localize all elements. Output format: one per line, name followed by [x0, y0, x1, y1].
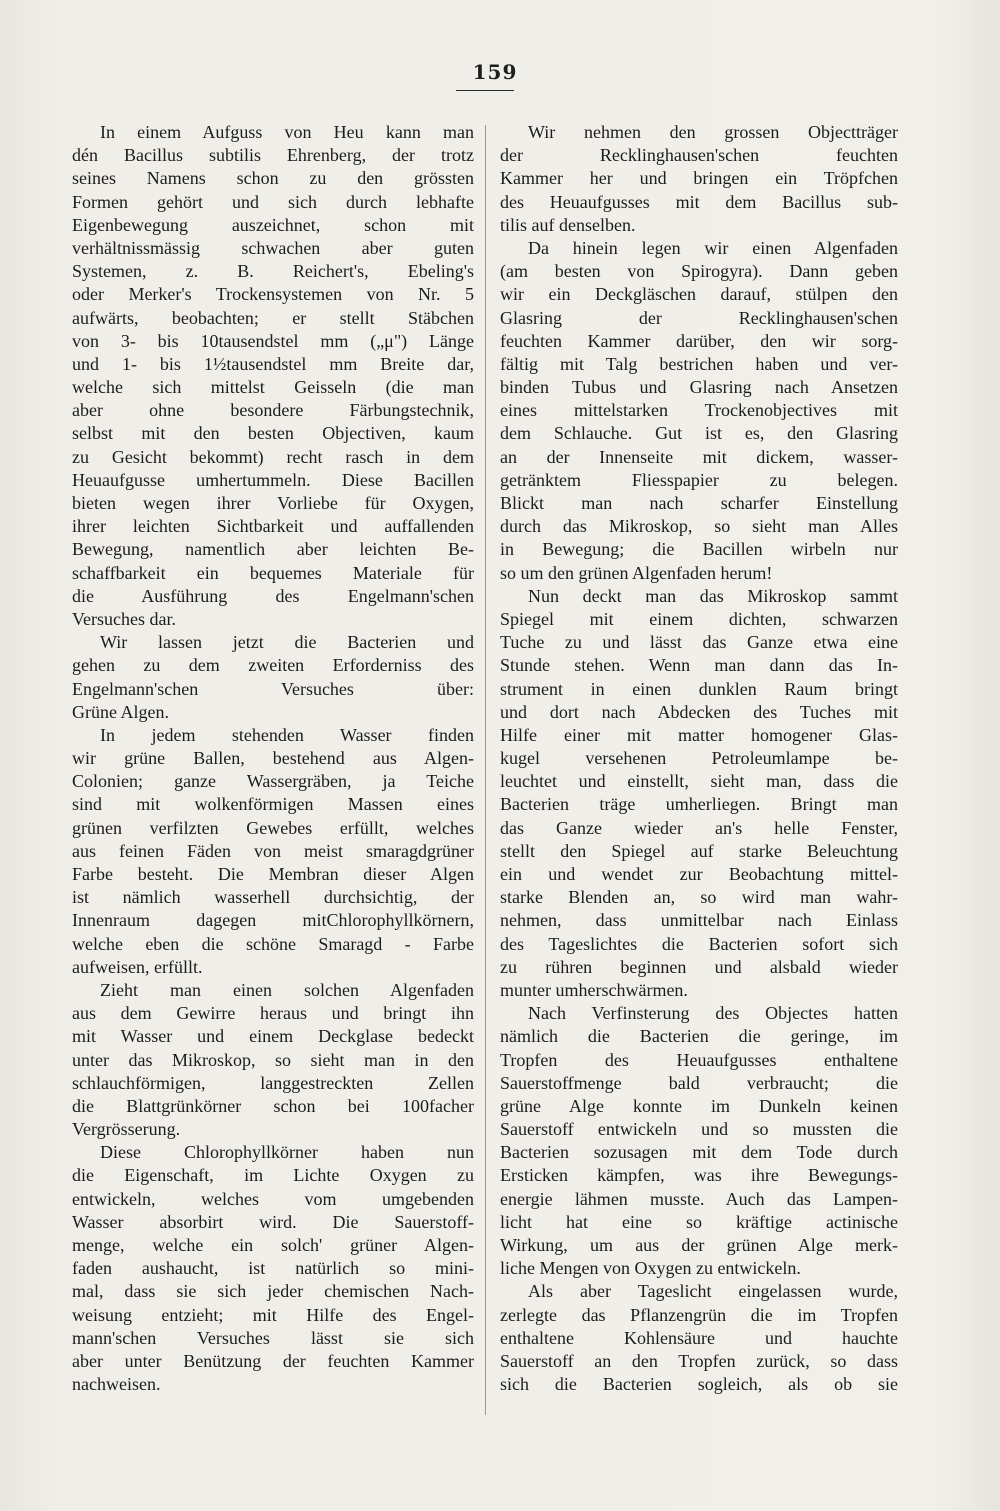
text-line: Kammer her und bringen ein Tröpfchen — [500, 168, 898, 189]
text-line: eines mittelstarken Trockenobjectives mit — [500, 400, 898, 421]
text-line: an der Innenseite mit dickem, wasser- — [500, 446, 898, 467]
text-line: grüne Alge konnte im Dunkeln keinen — [500, 1095, 898, 1116]
column-divider — [485, 125, 486, 1415]
text-line: unter das Mikroskop, so sieht man in den — [72, 1049, 474, 1070]
text-line: die Ausführung des Engelmann'schen — [72, 585, 474, 606]
text-line: tilis auf denselben. — [500, 214, 636, 235]
text-line: enthaltene Kohlensäure und hauchte — [500, 1327, 898, 1348]
text-line: aber unter Benützung der feuchten Kammer — [72, 1350, 474, 1371]
text-line: Wasser absorbirt wird. Die Sauerstoff- — [72, 1211, 474, 1232]
page-number: 159 — [472, 60, 518, 84]
text-line: zu rühren beginnen und alsbald wieder — [500, 956, 898, 977]
text-line: munter umherschwärmen. — [500, 979, 688, 1000]
text-line: ist nämlich wasserhell durchsichtig, der — [72, 887, 474, 908]
text-line: Hilfe einer mit matter homogener Glas- — [500, 724, 898, 745]
text-line: des Heuaufgusses mit dem Bacillus sub- — [500, 191, 898, 212]
text-line: Ersticken kämpfen, was ihre Bewegungs- — [500, 1165, 898, 1186]
text-line: Tropfen des Heuaufgusses enthaltene — [500, 1049, 898, 1070]
text-line: dén Bacillus subtilis Ehrenberg, der trotz — [72, 145, 474, 166]
text-line: Wir lassen jetzt die Bacterien und — [100, 632, 474, 653]
text-line: aber ohne besondere Färbungstechnik, — [72, 400, 474, 421]
text-line: Grüne Algen. — [72, 701, 169, 722]
text-line: dem Schlauche. Gut ist es, den Glasring — [500, 423, 898, 444]
text-line: verhältnissmässig schwachen aber guten — [72, 237, 474, 258]
left-text-column — [72, 121, 474, 1396]
text-line: Systemen, z. B. Reichert's, Ebeling's — [72, 261, 474, 282]
text-line: Wir nehmen den grossen Objectträger — [528, 122, 898, 142]
text-line: aus feinen Fäden von meist smaragdgrüner — [72, 840, 474, 861]
text-line: nehmen, dass unmittelbar nach Einlass — [500, 910, 898, 931]
text-line: aus dem Gewirre heraus und bringt ihn — [72, 1003, 474, 1024]
text-line: Als aber Tageslicht eingelassen wurde, — [528, 1281, 898, 1302]
text-line: der Recklinghausen'schen feuchten — [500, 145, 898, 166]
text-line: in Bewegung; die Bacillen wirbeln nur — [500, 539, 898, 560]
text-line: von 3- bis 10tausendstel mm („μ") Länge — [72, 330, 474, 351]
text-line: Blickt man nach scharfer Einstellung — [500, 493, 898, 513]
text-line: Bacterien träge umherliegen. Bringt man — [500, 794, 898, 815]
text-line: sind mit wolkenförmigen Massen eines — [72, 794, 474, 815]
text-line: nämlich die Bacterien die geringe, im — [500, 1026, 898, 1047]
text-line: und 1- bis 1½tausendstel mm Breite dar, — [72, 353, 474, 374]
text-line: fältig mit Talg bestrichen haben und ver- — [500, 353, 898, 374]
text-line: bieten wegen ihrer Vorliebe für Oxygen, — [72, 493, 474, 513]
text-line: faden aushaucht, ist natürlich so mini- — [72, 1258, 474, 1279]
text-line: zerlegte das Pflanzengrün die im Tropfen — [500, 1304, 898, 1325]
text-line: Diese Chlorophyllkörner haben nun — [100, 1142, 474, 1163]
text-line: schaffbarkeit ein bequemes Materiale für — [72, 562, 474, 583]
text-line: Nun deckt man das Mikroskop sammt — [528, 585, 898, 606]
text-line: weisung entzieht; mit Hilfe des Engel- — [72, 1304, 474, 1325]
text-line: licht hat eine so kräftige actinische — [500, 1211, 898, 1232]
text-line: menge, welche ein solch' grüner Algen- — [72, 1235, 474, 1255]
text-line: Nach Verfinsterung des Objectes hatten — [528, 1003, 898, 1024]
text-line: mal, dass sie sich jeder chemischen Nach- — [72, 1281, 474, 1302]
text-line: Bacterien sozusagen mit dem Tode durch — [500, 1142, 898, 1163]
text-line: liche Mengen von Oxygen zu entwickeln. — [500, 1258, 801, 1279]
text-line: aufwärts, beobachten; er stellt Stäbchen — [72, 307, 474, 328]
text-line: Da hinein legen wir einen Algenfaden — [528, 237, 898, 258]
text-line: durch das Mikroskop, so sieht man Alles — [500, 516, 898, 537]
text-line: Sauerstoff entwickeln und so mussten die — [500, 1119, 898, 1140]
text-line: Sauerstoff an den Tropfen zurück, so dass — [500, 1350, 898, 1371]
text-line: die Blattgrünkörner schon bei 100facher — [72, 1095, 474, 1116]
text-line: welche sich mittelst Geisseln (die man — [72, 377, 474, 398]
text-line: gehen zu dem zweiten Erforderniss des — [72, 655, 474, 676]
text-line: Innenraum dagegen mitChlorophyllkörnern, — [72, 910, 474, 931]
text-line: energie lähmen musste. Auch das Lampen- — [500, 1188, 898, 1209]
text-line: Zieht man einen solchen Algenfaden — [100, 979, 474, 1000]
text-line: wir ein Deckgläschen darauf, stülpen den — [500, 284, 898, 305]
text-line: Vergrösserung. — [72, 1119, 181, 1140]
text-line: stellt den Spiegel auf starke Beleuchtung — [500, 840, 898, 861]
text-line: Formen gehört und sich durch lebhafte — [72, 191, 474, 212]
text-line: das Ganze wieder an's helle Fenster, — [500, 817, 898, 838]
text-line: Glasring der Recklinghausen'schen — [500, 307, 898, 328]
text-line: zu Gesicht bekommt) recht rasch in dem — [72, 446, 474, 467]
text-line: ein und wendet zur Beobachtung mittel- — [500, 864, 898, 884]
text-line: des Tageslichtes die Bacterien sofort sich — [500, 933, 898, 954]
right-text-column — [500, 121, 898, 1396]
text-line: Heuaufgusse umhertummeln. Diese Bacillen — [72, 469, 474, 490]
text-line: feuchten Kammer darüber, den wir sorg- — [500, 330, 898, 351]
text-line: mann'schen Versuches lässt sie sich — [72, 1327, 474, 1348]
text-line: oder Merker's Trockensystemen von Nr. 5 — [72, 284, 474, 305]
text-line: mit Wasser und einem Deckglase bedeckt — [72, 1026, 474, 1047]
text-line: welche eben die schöne Smaragd - Farbe — [72, 933, 474, 954]
text-line: Engelmann'schen Versuches über: — [72, 678, 474, 699]
text-line: leuchtet und einstellt, sieht man, dass die — [500, 771, 898, 792]
text-line: Versuches dar. — [72, 608, 176, 629]
text-line: Bewegung, namentlich aber leichten Be- — [72, 539, 474, 560]
text-line: kugel versehenen Petroleumlampe be- — [500, 748, 898, 769]
text-line: selbst mit den besten Objectiven, kaum — [72, 423, 474, 444]
text-line: Wirkung, um aus der grünen Alge merk- — [500, 1235, 898, 1255]
text-line: sich die Bacterien sogleich, als ob sie — [500, 1374, 898, 1395]
text-line: starke Blenden an, so wird man wahr- — [500, 887, 898, 908]
text-line: wir grüne Ballen, bestehend aus Algen- — [72, 748, 474, 769]
text-line: grünen verfilzten Gewebes erfüllt, welches — [72, 817, 474, 838]
text-line: In jedem stehenden Wasser finden — [100, 724, 474, 745]
text-line: getränktem Fliesspapier zu belegen. — [500, 469, 898, 490]
text-line: In einem Aufguss von Heu kann man — [100, 122, 474, 142]
text-line: und dort nach Abdecken des Tuches mit — [500, 701, 898, 722]
text-line: ihrer leichten Sichtbarkeit und auffallenden — [72, 516, 474, 537]
page-number-underline — [456, 90, 514, 91]
text-line: Spiegel mit einem dichten, schwarzen — [500, 608, 898, 629]
text-line: die Eigenschaft, im Lichte Oxygen zu — [72, 1165, 474, 1186]
text-line: aufweisen, erfüllt. — [72, 956, 203, 977]
text-line: Sauerstoffmenge bald verbraucht; die — [500, 1072, 898, 1093]
text-line: Tuche zu und lässt das Ganze etwa eine — [500, 632, 898, 653]
text-line: Eigenbewegung auszeichnet, schon mit — [72, 214, 474, 235]
text-line: schlauchförmigen, langgestreckten Zellen — [72, 1072, 474, 1093]
text-line: binden Tubus und Glasring nach Ansetzen — [500, 377, 898, 398]
text-line: entwickeln, welches vom umgebenden — [72, 1188, 474, 1209]
text-line: seines Namens schon zu den grössten — [72, 168, 474, 189]
text-line: Farbe besteht. Die Membran dieser Algen — [72, 864, 474, 884]
text-line: nachweisen. — [72, 1374, 161, 1395]
text-line: Stunde stehen. Wenn man dann das In- — [500, 655, 898, 676]
text-line: Colonien; ganze Wassergräben, ja Teiche — [72, 771, 474, 792]
text-line: strument in einen dunklen Raum bringt — [500, 678, 898, 699]
text-line: so um den grünen Algenfaden herum! — [500, 562, 773, 583]
text-line: (am besten von Spirogyra). Dann geben — [500, 261, 898, 282]
